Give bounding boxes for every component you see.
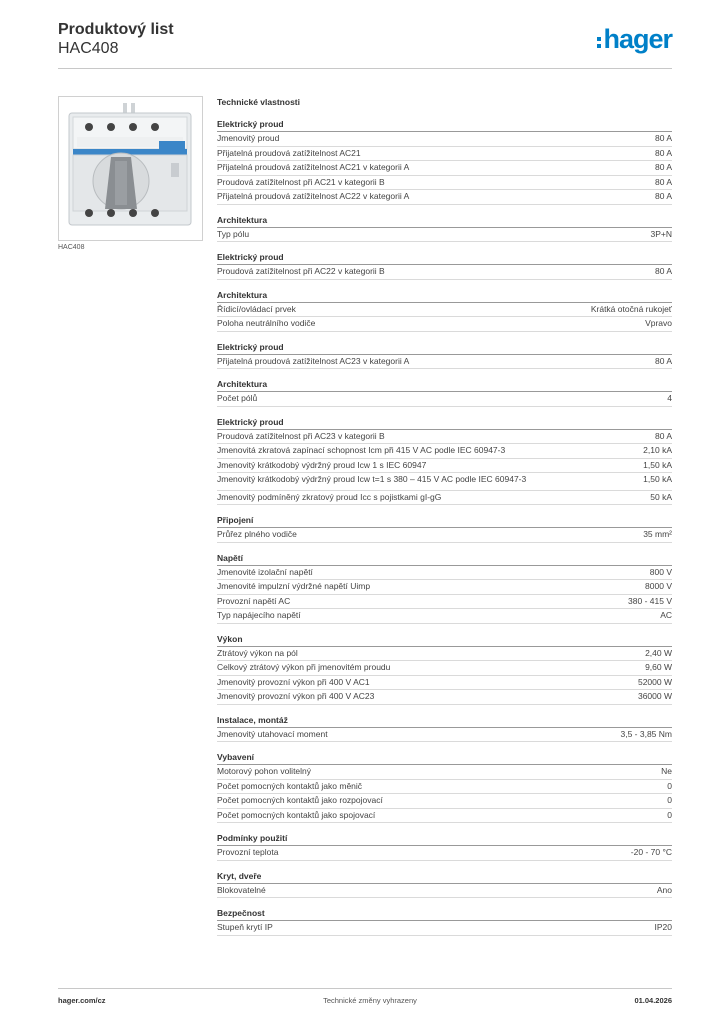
logo-text: hager <box>603 24 672 54</box>
section-title: Architektura <box>217 289 672 303</box>
spec-label: Počet pólů <box>217 393 258 403</box>
spec-row <box>217 228 672 243</box>
spec-section <box>217 289 672 332</box>
spec-label: Přijatelná proudová zatížitelnost AC21 v kategorii A <box>217 162 410 172</box>
spec-value: 0 <box>667 795 672 805</box>
spec-row <box>217 444 672 459</box>
spec-row <box>217 132 672 147</box>
spec-label: Jmenovité impulzní výdržné napětí Uimp <box>217 581 371 591</box>
footer <box>58 996 672 1005</box>
footer-date: 01.04.2026 <box>634 996 672 1005</box>
spec-row <box>217 580 672 595</box>
spec-section <box>217 633 672 705</box>
product-code: HAC408 <box>58 40 119 57</box>
spec-row <box>217 794 672 809</box>
spec-row <box>217 303 672 318</box>
spec-label: Jmenovitý krátkodobý výdržný proud Icw t=1 s 380 – 415 V AC podle IEC 60947-3 <box>217 474 527 484</box>
spec-row <box>217 661 672 676</box>
spec-label: Typ pólu <box>217 228 250 239</box>
spec-label: Průřez plného vodiče <box>217 529 297 539</box>
header <box>58 20 174 58</box>
spec-label: Přijatelná proudová zatížitelnost AC21 <box>217 147 361 158</box>
spec-row <box>217 190 672 205</box>
spec-value: 80 A <box>654 133 672 143</box>
technical-specifications <box>217 95 672 945</box>
spec-value: 80 A <box>654 191 672 201</box>
spec-section <box>217 214 672 243</box>
spec-value: 35 mm² <box>643 529 672 539</box>
logo-dots-icon <box>597 37 601 48</box>
spec-value: 3P+N <box>650 228 672 239</box>
section-title: Instalace, montáž <box>217 714 672 728</box>
spec-row <box>217 676 672 691</box>
spec-label: Počet pomocných kontaktů jako rozpojovací <box>217 795 383 805</box>
spec-label: Přijatelná proudová zatížitelnost AC22 v kategorii A <box>217 191 410 201</box>
spec-value: 80 A <box>654 162 672 172</box>
spec-value: AC <box>660 610 672 620</box>
rotary-switch-icon <box>59 97 202 240</box>
spec-value: 80 A <box>654 147 672 158</box>
spec-row <box>217 176 672 191</box>
spec-value: 80 A <box>654 355 672 366</box>
spec-label: Počet pomocných kontaktů jako spojovací <box>217 809 376 820</box>
spec-label: Jmenovitý provozní výkon při 400 V AC23 <box>217 691 375 701</box>
section-title: Vybavení <box>217 751 672 765</box>
spec-row <box>217 161 672 176</box>
spec-value: Krátká otočná rukojeť <box>590 303 672 314</box>
spec-row <box>217 473 672 491</box>
spec-row <box>217 317 672 332</box>
spec-section <box>217 714 672 743</box>
spec-row <box>217 728 672 743</box>
spec-section <box>217 907 672 936</box>
spec-label: Jmenovitý utahovací moment <box>217 728 328 739</box>
section-title: Elektrický proud <box>217 416 672 430</box>
spec-value: 36000 W <box>637 691 672 701</box>
spec-label: Proudová zatížitelnost při AC22 v kategorii B <box>217 266 385 276</box>
spec-value: 2,40 W <box>645 647 672 658</box>
spec-row <box>217 566 672 581</box>
spec-row <box>217 765 672 780</box>
spec-label: Jmenovitý krátkodobý výdržný proud Icw 1 s IEC 60947 <box>217 459 427 470</box>
header-divider <box>58 68 672 69</box>
spec-row <box>217 780 672 795</box>
footer-divider <box>58 988 672 989</box>
section-title: Kryt, dveře <box>217 870 672 884</box>
spec-section <box>217 751 672 823</box>
section-title: Výkon <box>217 633 672 647</box>
spec-row <box>217 921 672 936</box>
specs-title: Technické vlastnosti <box>217 97 300 107</box>
spec-label: Typ napájecího napětí <box>217 610 301 620</box>
spec-label: Řídicí/ovládací prvek <box>217 303 296 314</box>
spec-row <box>217 392 672 407</box>
spec-row <box>217 528 672 543</box>
spec-label: Ztrátový výkon na pól <box>217 647 298 658</box>
spec-section <box>217 870 672 899</box>
spec-value: 1,50 kA <box>643 459 672 470</box>
spec-row <box>217 809 672 824</box>
footer-website-link[interactable]: hager.com/cz <box>58 996 106 1005</box>
section-title: Podmínky použití <box>217 832 672 846</box>
spec-section <box>217 118 672 205</box>
spec-value: 9,60 W <box>645 662 672 672</box>
spec-row <box>217 430 672 445</box>
spec-label: Stupeň krytí IP <box>217 922 273 932</box>
spec-label: Jmenovitý podmíněný zkratový proud Icc s pojistkami gI-gG <box>217 491 442 502</box>
product-image <box>58 96 203 241</box>
section-title: Elektrický proud <box>217 251 672 265</box>
spec-row <box>217 884 672 899</box>
spec-value: -20 - 70 °C <box>630 847 672 857</box>
spec-label: Jmenovité izolační napětí <box>217 566 313 577</box>
section-title: Bezpečnost <box>217 907 672 921</box>
spec-value: Vpravo <box>645 318 672 328</box>
spec-row <box>217 265 672 280</box>
spec-value: Ano <box>656 884 672 895</box>
spec-value: IP20 <box>654 922 672 932</box>
spec-value: 0 <box>667 809 672 820</box>
spec-value: 3,5 - 3,85 Nm <box>620 728 672 739</box>
spec-value: 80 A <box>654 430 672 441</box>
spec-value: 50 kA <box>650 491 672 502</box>
section-title: Elektrický proud <box>217 341 672 355</box>
spec-label: Jmenovitý provozní výkon při 400 V AC1 <box>217 676 370 687</box>
spec-label: Proudová zatížitelnost při AC21 v kategorii B <box>217 176 385 187</box>
section-title: Elektrický proud <box>217 118 672 132</box>
spec-section <box>217 378 672 407</box>
spec-row <box>217 491 672 506</box>
spec-row <box>217 147 672 162</box>
spec-label: Poloha neutrálního vodiče <box>217 318 316 328</box>
image-caption: HAC408 <box>58 244 85 251</box>
hager-logo[interactable] <box>597 24 672 54</box>
section-title: Architektura <box>217 214 672 228</box>
spec-section <box>217 514 672 543</box>
spec-value: 52000 W <box>637 676 672 687</box>
spec-value: 0 <box>667 780 672 791</box>
spec-label: Motorový pohon volitelný <box>217 766 312 776</box>
spec-value: Ne <box>661 766 672 776</box>
spec-value: 2,10 kA <box>643 445 672 455</box>
spec-label: Provozní napětí AC <box>217 595 291 606</box>
spec-row <box>217 609 672 624</box>
spec-value: 80 A <box>654 266 672 276</box>
spec-value: 4 <box>667 393 672 403</box>
spec-section <box>217 832 672 861</box>
spec-value: 380 - 415 V <box>628 595 672 606</box>
spec-row <box>217 846 672 861</box>
spec-value: 1,50 kA <box>643 474 672 484</box>
section-title: Napětí <box>217 552 672 566</box>
spec-label: Proudová zatížitelnost při AC23 v kategorii B <box>217 430 385 441</box>
spec-label: Blokovatelné <box>217 884 266 895</box>
section-title: Architektura <box>217 378 672 392</box>
spec-label: Provozní teplota <box>217 847 279 857</box>
spec-row <box>217 459 672 474</box>
section-title: Připojení <box>217 514 672 528</box>
spec-row <box>217 595 672 610</box>
spec-row <box>217 647 672 662</box>
spec-label: Jmenovitá zkratová zapínací schopnost Icm při 415 V AC podle IEC 60947-3 <box>217 445 506 455</box>
spec-value: 8000 V <box>645 581 672 591</box>
spec-value: 800 V <box>649 566 672 577</box>
footer-disclaimer: Technické změny vyhrazeny <box>323 996 417 1005</box>
spec-value: 80 A <box>654 176 672 187</box>
document-title: Produktový list <box>58 21 174 38</box>
spec-section <box>217 416 672 506</box>
spec-section <box>217 341 672 370</box>
spec-row <box>217 355 672 370</box>
spec-row <box>217 690 672 705</box>
spec-label: Přijatelná proudová zatížitelnost AC23 v kategorii A <box>217 355 410 366</box>
spec-section <box>217 251 672 280</box>
spec-label: Celkový ztrátový výkon při jmenovitém proudu <box>217 662 391 672</box>
spec-label: Jmenovitý proud <box>217 133 280 143</box>
spec-section <box>217 552 672 624</box>
spec-label: Počet pomocných kontaktů jako měnič <box>217 780 363 791</box>
